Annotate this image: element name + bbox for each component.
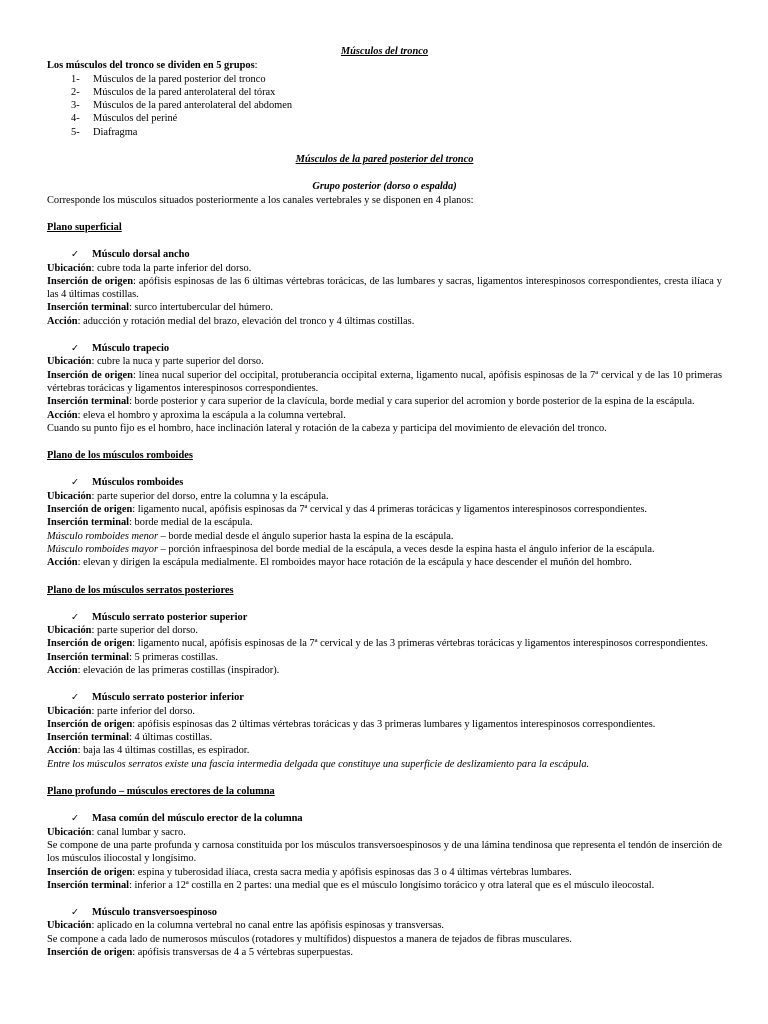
terminal-line: Inserción terminal: 4 últimas costillas. [47,732,213,744]
plane-heading-romboides: Plano de los músculos romboides [47,450,193,462]
list-item: 3- Músculos de la pared anterolateral del abdomen [71,100,293,112]
accion-line: Acción: eleva el hombro y aproxima la escápula a la columna vertebral. [47,409,346,421]
muscle-title: Músculo trapecio [92,343,170,355]
checkmark-icon: ✓ [71,343,79,355]
groups-heading: Los músculos del tronco se dividen en 5 grupos: [47,60,258,72]
serratos-note: Entre los músculos serratos existe una fascia intermedia delgada que constituye una superficie de deslizamiento para la escápula. [47,758,590,770]
groups-list [47,73,722,139]
list-item: 4- Músculos del periné [71,113,178,125]
plane-heading-profundo: Plano profundo – músculos erectores de la columna [47,786,275,798]
checkmark-icon: ✓ [71,813,79,825]
plane-heading-superficial: Plano superficial [47,221,122,233]
origen-line: Inserción de origen: apófisis espinosas de las 6 últimas vértebras torácicas, de las lumbares y sacras, ligamentos interespinosos correspondientes, cresta ilíaca y las 4 últimas costillas. [47,275,722,301]
group-title: Grupo posterior (dorso o espalda) [312,181,457,193]
romboides-menor-line: Músculo romboides menor – borde medial desde el ángulo superior hasta la espina de la escápula. [47,530,454,542]
terminal-line: Inserción terminal: borde medial de la escápula. [47,517,253,529]
muscle-title: Músculo dorsal ancho [92,249,190,261]
muscle-erector [47,812,722,892]
muscle-serrato-superior [47,611,722,677]
accion-line: Acción: baja las 4 últimas costillas, es espirador. [47,745,250,757]
terminal-line: Inserción terminal: inferior a 12ª costilla en 2 partes: una medial que es el músculo longísimo torácico y otra lateral que es el músculo ileocostal. [47,879,655,891]
origen-line: Inserción de origen: línea nucal superior del occipital, protuberancia occipital externa, ligamento nucal, apófisis espinosas de la 7ª cervical y de las 10 primeras vértebras torácicas y ligamentos interespinosos correspondientes. [47,369,722,394]
ubicacion-line: Ubicación: canal lumbar y sacro. [47,826,186,838]
terminal-line: Inserción terminal: surco intertubercular del húmero. [47,302,274,314]
accion-line: Acción: elevan y dirigen la escápula medialmente. El romboides mayor hace rotación de la escápula y hace descender el muñón del hombro. [47,557,632,569]
origen-line: Inserción de origen: apófisis transversas de 4 a 5 vértebras superpuestas. [47,947,353,959]
intro-text: Corresponde los músculos situados posteriormente a los canales vertebrales y se disponen en 4 planos: [47,194,474,206]
checkmark-icon: ✓ [71,611,79,623]
ubicacion-line: Ubicación: parte inferior del dorso. [47,705,196,717]
muscle-title: Músculos romboides [92,477,184,489]
origen-line: Inserción de origen: apófisis espinosas das 2 últimas vértebras torácicas y das 3 primeras lumbares y ligamentos interespinosos correspondientes. [47,718,656,730]
terminal-line: Inserción terminal: borde posterior y cara superior de la clavícula, borde medial y cara superior del acromion y borde posterior de la espina de la escápula. [47,396,695,408]
ubicacion-line: Ubicación: cubre toda la parte inferior del dorso. [47,262,252,274]
accion-line: Acción: elevación de las primeras costillas (inspirador). [47,664,280,676]
accion-line: Acción: aducción y rotación medial del brazo, elevación del tronco y 4 últimas costillas. [47,315,415,327]
muscle-trapecio [47,342,722,435]
checkmark-icon: ✓ [71,249,79,261]
extra-line: Se compone de una parte profunda y carnosa constituida por los músculos transversoespinosos y de una lámina tendinosa que representa el tendón de inserción de los músculos iliocostal y longísimo. [47,839,722,865]
ubicacion-line: Ubicación: parte superior del dorso, entre la columna y la escápula. [47,490,329,502]
extra-line: Cuando su punto fijo es el hombro, hace inclinación lateral y rotación de la cabeza y participa del movimiento de elevación del tronco. [47,422,607,434]
checkmark-icon: ✓ [71,692,79,704]
muscle-title: Masa común del músculo erector de la columna [92,813,303,825]
romboides-mayor-line: Músculo romboides mayor – porción infraespinosa del borde medial de la escápula, a veces desde la espina hasta el ángulo inferior de la escápula. [47,543,655,555]
origen-line: Inserción de origen: ligamento nucal, apófisis espinosas da 7ª cervical y das 4 primeras torácicas y ligamentos interespinosos correspondientes. [47,504,648,516]
ubicacion-line: Ubicación: cubre la nuca y parte superior del dorso. [47,356,264,368]
muscle-title: Músculo serrato posterior inferior [92,692,244,704]
ubicacion-line: Ubicación: parte superior del dorso. [47,625,198,637]
muscle-title: Músculo transversoespinoso [92,907,217,919]
muscle-dorsal-ancho [47,248,722,328]
list-item: 2- Músculos de la pared anterolateral del tórax [71,86,276,98]
origen-line: Inserción de origen: ligamento nucal, apófisis espinosas de la 7ª cervical y de las 3 primeras vértebras torácicas y ligamentos interespinosos correspondientes. [47,638,708,650]
section-title: Músculos de la pared posterior del tronco [295,154,474,166]
muscle-transversoespinoso [47,906,722,959]
ubicacion-line: Ubicación: aplicado en la columna vertebral no canal entre las apófisis espinosas y transversas. [47,920,445,932]
muscle-title: Músculo serrato posterior superior [92,611,248,623]
checkmark-icon: ✓ [71,907,79,919]
terminal-line: Inserción terminal: 5 primeras costillas. [47,651,218,663]
list-item: 1- Músculos de la pared posterior del tronco [71,73,266,85]
document-title: Músculos del tronco [340,46,429,57]
extra-line: Se compone a cada lado de numerosos músculos (rotadores y multífidos) dispuestos a manera de tejados de fibras musculares. [47,933,572,945]
list-item: 5- Diafragma [71,126,138,138]
plane-heading-serratos: Plano de los músculos serratos posteriores [47,584,234,596]
origen-line: Inserción de origen: espina y tuberosidad ilíaca, cresta sacra media y apófisis espinosas das 3 o 4 últimas vértebras lumbares. [47,866,572,878]
muscle-romboides [47,476,722,569]
checkmark-icon: ✓ [71,477,79,489]
muscle-serrato-inferior [47,691,722,771]
